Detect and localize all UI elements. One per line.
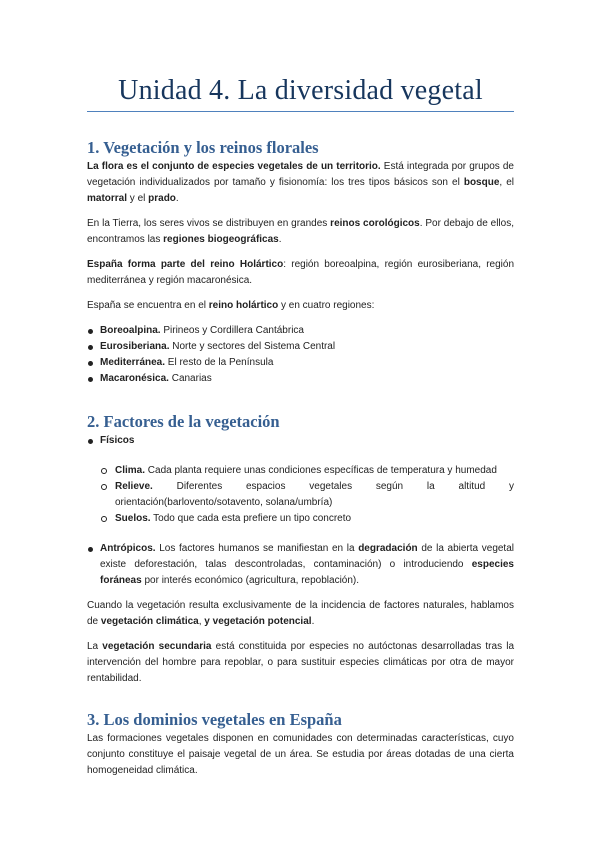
page-title: Unidad 4. La diversidad vegetal xyxy=(118,75,483,106)
bullet-icon xyxy=(88,329,93,334)
s1-paragraph-holartico: España forma parte del reino Holártico: región boreoalpina, región eurosiberiana, región mediterránea y región macaronésica. xyxy=(87,259,515,286)
list-item: Clima. Cada planta requiere unas condiciones específicas de temperatura y humedad xyxy=(100,463,514,479)
section-1-heading: 1. Vegetación y los reinos florales xyxy=(87,138,319,157)
factors-list xyxy=(87,433,514,449)
list-item: Macaronésica. Canarias xyxy=(87,371,514,387)
bullet-icon xyxy=(88,361,93,366)
anthropic-factors-list xyxy=(87,541,514,589)
section-2-heading: 2. Factores de la vegetación xyxy=(87,412,280,431)
list-item: Eurosiberiana. Norte y sectores del Sistema Central xyxy=(87,339,514,355)
bullet-icon xyxy=(88,345,93,350)
bullet-icon xyxy=(88,377,93,382)
physical-factors-list xyxy=(87,463,514,527)
circle-bullet-icon xyxy=(101,484,107,490)
list-item: Relieve. Diferentes espacios vegetales según la altitud y orientación(barlovento/sotavento, solana/umbría) xyxy=(100,479,514,511)
s3-paragraph: Las formaciones vegetales disponen en comunidades con determinadas características, cuyo conjunto constituye el paisaje vegetal de un área. Se estudia por áreas dotadas de una cierta homogeneidad climática. xyxy=(87,733,514,776)
s1-paragraph-reinos: En la Tierra, los seres vivos se distribuyen en grandes reinos corológicos. Por debajo de ellos, encontramos las regiones biogeográficas. xyxy=(87,218,514,245)
list-item: Mediterránea. El resto de la Península xyxy=(87,355,514,371)
list-item-antropicos: Antrópicos. Los factores humanos se manifiestan en la degradación de la abierta vegetal existe deforestación, talas descontroladas, contaminación) o introduciendo especies foráneas por interés económico (agricultura, repoblación). xyxy=(87,541,514,589)
list-item-fisicos: Físicos xyxy=(87,433,514,449)
regions-list xyxy=(87,323,514,387)
circle-bullet-icon xyxy=(101,516,107,522)
circle-bullet-icon xyxy=(101,468,107,474)
list-item: Boreoalpina. Pirineos y Cordillera Cantábrica xyxy=(87,323,514,339)
section-3-heading: 3. Los dominios vegetales en España xyxy=(87,710,342,729)
bullet-icon xyxy=(88,547,93,552)
bullet-icon xyxy=(88,439,93,444)
s1-paragraph-flora: La flora es el conjunto de especies vegetales de un territorio. Está integrada por grupos de vegetación individualizados por tamaño y fisionomía: los tres tipos básicos son el bosque, el matorral y el prado. xyxy=(87,161,514,204)
s2-paragraph-climatica: Cuando la vegetación resulta exclusivamente de la incidencia de factores naturales, hablamos de vegetación climática, y vegetación potencial. xyxy=(87,600,514,627)
s2-paragraph-secundaria: La vegetación secundaria está constituida por especies no autóctonas desarrolladas tras la intervención del hombre para repoblar, o para sustituir especies climáticas por otra de mayor rentabilidad. xyxy=(87,641,515,684)
list-item: Suelos. Todo que cada esta prefiere un tipo concreto xyxy=(100,511,514,527)
s1-paragraph-regiones: España se encuentra en el reino holártico y en cuatro regiones: xyxy=(87,300,375,311)
